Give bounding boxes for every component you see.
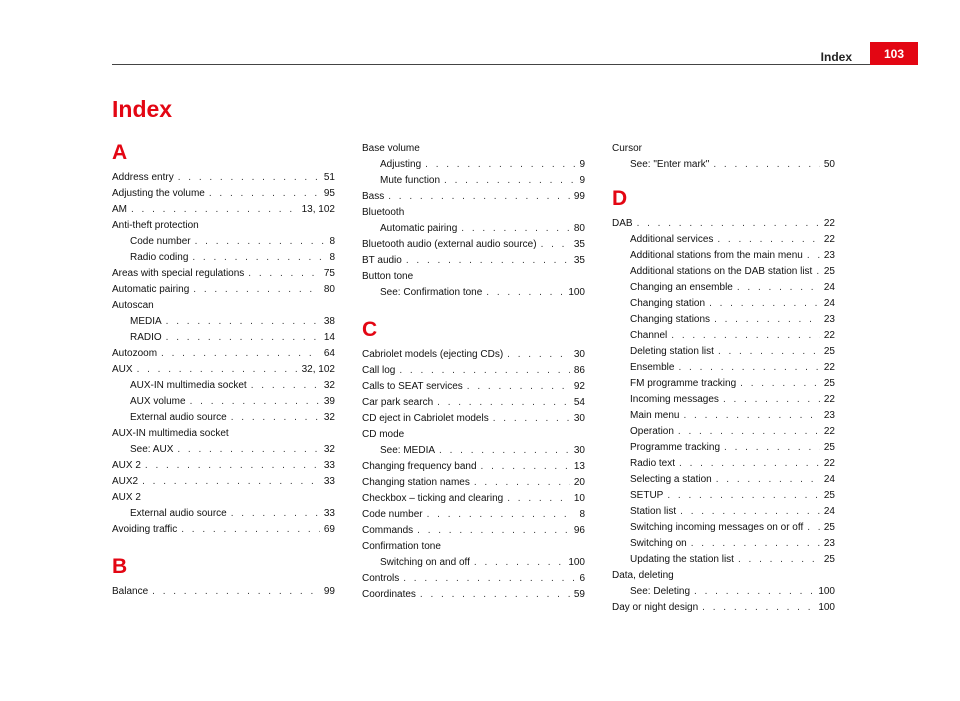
index-subentry[interactable] bbox=[612, 536, 835, 552]
entry-page-ref[interactable]: 22 bbox=[823, 362, 835, 373]
entry-term: Automatic pairing bbox=[112, 284, 190, 295]
dot-leader bbox=[714, 312, 820, 328]
entry-term: Controls bbox=[362, 573, 400, 584]
entry-term: Call log bbox=[362, 365, 396, 376]
entry-page-ref[interactable]: 23 bbox=[823, 538, 835, 549]
entry-page-ref[interactable]: 54 bbox=[573, 397, 585, 408]
index-entry[interactable] bbox=[362, 189, 585, 205]
entry-page-ref[interactable]: 50 bbox=[823, 159, 835, 170]
entry-term: Anti-theft protection bbox=[112, 220, 199, 231]
entry-page-ref[interactable]: 25 bbox=[823, 522, 835, 533]
dot-leader bbox=[427, 507, 576, 523]
entry-page-ref[interactable]: 33 bbox=[323, 460, 335, 471]
entry-term: Radio coding bbox=[130, 252, 189, 263]
index-entry[interactable] bbox=[362, 395, 585, 411]
entry-term: AUX 2 bbox=[112, 460, 141, 471]
dot-leader bbox=[181, 522, 320, 538]
index-subentry[interactable] bbox=[612, 440, 835, 456]
entry-page-ref[interactable]: 22 bbox=[823, 234, 835, 245]
index-entry[interactable] bbox=[112, 490, 335, 506]
entry-term: Updating the station list bbox=[630, 554, 734, 565]
header-rule bbox=[112, 64, 918, 65]
index-subentry[interactable] bbox=[112, 378, 335, 394]
index-letter-heading: B bbox=[112, 555, 128, 578]
index-entry[interactable] bbox=[362, 507, 585, 523]
index-subentry[interactable] bbox=[612, 344, 835, 360]
entry-term: Changing station bbox=[630, 298, 706, 309]
entry-page-ref[interactable]: 9 bbox=[579, 159, 585, 170]
entry-page-ref[interactable]: 30 bbox=[573, 413, 585, 424]
dot-leader bbox=[680, 504, 820, 520]
index-subentry[interactable] bbox=[362, 221, 585, 237]
index-entry[interactable] bbox=[612, 216, 835, 232]
index-subentry[interactable] bbox=[612, 280, 835, 296]
entry-term: Changing stations bbox=[630, 314, 711, 325]
entry-term: Autoscan bbox=[112, 300, 154, 311]
index-column-4 bbox=[612, 186, 835, 616]
entry-term: Additional stations from the main menu bbox=[630, 250, 803, 261]
index-entry[interactable] bbox=[362, 539, 585, 555]
index-entry[interactable] bbox=[362, 411, 585, 427]
entry-term: Adjusting the volume bbox=[112, 188, 205, 199]
dot-leader bbox=[161, 346, 320, 362]
dot-leader bbox=[713, 157, 820, 173]
dot-leader bbox=[481, 459, 570, 475]
entry-term: Checkbox – ticking and clearing bbox=[362, 493, 504, 504]
dot-leader bbox=[738, 552, 820, 568]
entry-term: Avoiding traffic bbox=[112, 524, 178, 535]
entry-term: CD mode bbox=[362, 429, 405, 440]
entry-page-ref[interactable]: 96 bbox=[573, 525, 585, 536]
entry-page-ref[interactable]: 35 bbox=[573, 255, 585, 266]
index-subentry[interactable] bbox=[612, 376, 835, 392]
entry-term: MEDIA bbox=[130, 316, 162, 327]
entry-term: Programme tracking bbox=[630, 442, 721, 453]
entry-page-ref[interactable]: 23 bbox=[823, 314, 835, 325]
entry-page-ref[interactable]: 13, 102 bbox=[301, 204, 335, 215]
entry-page-ref[interactable]: 8 bbox=[329, 252, 335, 263]
index-subentry[interactable] bbox=[612, 472, 835, 488]
dot-leader bbox=[131, 202, 298, 218]
dot-leader bbox=[439, 443, 570, 459]
entry-term: Car park search bbox=[362, 397, 434, 408]
entry-page-ref[interactable]: 32 bbox=[323, 380, 335, 391]
dot-leader bbox=[474, 475, 570, 491]
entry-page-ref[interactable]: 100 bbox=[568, 557, 585, 568]
entry-term: SETUP bbox=[630, 490, 664, 501]
index-subentry[interactable] bbox=[612, 157, 835, 173]
index-entry[interactable] bbox=[112, 362, 335, 378]
index-subentry[interactable] bbox=[612, 424, 835, 440]
entry-page-ref[interactable]: 64 bbox=[323, 348, 335, 359]
entry-page-ref[interactable]: 24 bbox=[823, 474, 835, 485]
index-letter-heading: D bbox=[612, 187, 628, 210]
index-column-3 bbox=[612, 141, 835, 173]
page-title: Index bbox=[112, 96, 173, 122]
index-subentry[interactable] bbox=[112, 314, 335, 330]
index-subentry[interactable] bbox=[112, 394, 335, 410]
index-column-2 bbox=[362, 141, 585, 603]
index-subentry[interactable] bbox=[112, 250, 335, 266]
index-entry[interactable] bbox=[112, 282, 335, 298]
entry-page-ref[interactable]: 32 bbox=[323, 444, 335, 455]
index-entry[interactable] bbox=[362, 141, 585, 157]
index-subentry[interactable] bbox=[612, 408, 835, 424]
index-entry[interactable] bbox=[112, 584, 335, 600]
entry-term: Calls to SEAT services bbox=[362, 381, 463, 392]
entry-page-ref[interactable]: 25 bbox=[823, 266, 835, 277]
index-entry[interactable] bbox=[362, 571, 585, 587]
entry-page-ref[interactable]: 33 bbox=[323, 508, 335, 519]
dot-leader bbox=[403, 571, 575, 587]
entry-term: Automatic pairing bbox=[380, 223, 458, 234]
index-entry[interactable] bbox=[112, 474, 335, 490]
index-subentry[interactable] bbox=[362, 555, 585, 571]
entry-term: See: "Enter mark" bbox=[630, 159, 710, 170]
dot-leader bbox=[177, 442, 320, 458]
entry-page-ref[interactable]: 80 bbox=[573, 223, 585, 234]
index-entry[interactable] bbox=[112, 186, 335, 202]
entry-page-ref[interactable]: 24 bbox=[823, 506, 835, 517]
index-entry[interactable] bbox=[612, 141, 835, 157]
index-entry[interactable] bbox=[362, 237, 585, 253]
entry-page-ref[interactable]: 8 bbox=[579, 509, 585, 520]
entry-page-ref[interactable]: 86 bbox=[573, 365, 585, 376]
entry-term: Code number bbox=[362, 509, 423, 520]
index-subentry[interactable] bbox=[112, 442, 335, 458]
entry-term: Button tone bbox=[362, 271, 414, 282]
index-entry[interactable] bbox=[362, 269, 585, 285]
dot-leader bbox=[166, 330, 320, 346]
dot-leader bbox=[145, 458, 320, 474]
entry-term: Cabriolet models (ejecting CDs) bbox=[362, 349, 504, 360]
dot-leader bbox=[192, 250, 325, 266]
entry-term: AUX-IN multimedia socket bbox=[112, 428, 229, 439]
entry-term: Changing station names bbox=[362, 477, 470, 488]
dot-leader bbox=[807, 520, 820, 536]
entry-term: Channel bbox=[630, 330, 668, 341]
index-subentry[interactable] bbox=[112, 234, 335, 250]
entry-term: BT audio bbox=[362, 255, 402, 266]
entry-term: Data, deleting bbox=[612, 570, 674, 581]
index-entry[interactable] bbox=[362, 475, 585, 491]
dot-leader bbox=[507, 347, 570, 363]
index-subentry[interactable] bbox=[612, 360, 835, 376]
index-subentry[interactable] bbox=[612, 296, 835, 312]
entry-term: AUX bbox=[112, 364, 133, 375]
index-subentry[interactable] bbox=[112, 410, 335, 426]
dot-leader bbox=[541, 237, 570, 253]
dot-leader bbox=[178, 170, 320, 186]
dot-leader bbox=[251, 378, 320, 394]
index-entry[interactable] bbox=[112, 346, 335, 362]
entry-term: Switching on bbox=[630, 538, 687, 549]
entry-term: Additional stations on the DAB station list bbox=[630, 266, 813, 277]
entry-page-ref[interactable]: 20 bbox=[573, 477, 585, 488]
index-entry[interactable] bbox=[112, 522, 335, 538]
index-entry[interactable] bbox=[362, 363, 585, 379]
entry-page-ref[interactable]: 92 bbox=[573, 381, 585, 392]
entry-term: Base volume bbox=[362, 143, 420, 154]
index-entry[interactable] bbox=[362, 459, 585, 475]
dot-leader bbox=[694, 584, 814, 600]
entry-term: CD eject in Cabriolet models bbox=[362, 413, 489, 424]
index-entry[interactable] bbox=[362, 379, 585, 395]
dot-leader bbox=[702, 600, 814, 616]
entry-term: DAB bbox=[612, 218, 633, 229]
index-subentry[interactable] bbox=[362, 173, 585, 189]
entry-page-ref[interactable]: 75 bbox=[323, 268, 335, 279]
index-letter-heading: C bbox=[362, 318, 378, 341]
entry-term: RADIO bbox=[130, 332, 162, 343]
index-entry[interactable] bbox=[362, 523, 585, 539]
entry-term: Adjusting bbox=[380, 159, 422, 170]
index-subentry[interactable] bbox=[612, 312, 835, 328]
entry-term: Incoming messages bbox=[630, 394, 719, 405]
entry-term: External audio source bbox=[130, 412, 227, 423]
index-subentry[interactable] bbox=[612, 264, 835, 280]
index-subentry[interactable] bbox=[362, 443, 585, 459]
entry-page-ref[interactable]: 10 bbox=[573, 493, 585, 504]
index-subentry[interactable] bbox=[612, 392, 835, 408]
index-entry[interactable] bbox=[112, 426, 335, 442]
dot-leader bbox=[406, 253, 570, 269]
entry-page-ref[interactable]: 30 bbox=[573, 445, 585, 456]
entry-page-ref[interactable]: 25 bbox=[823, 346, 835, 357]
dot-leader bbox=[678, 360, 819, 376]
index-entry[interactable] bbox=[362, 587, 585, 603]
dot-leader bbox=[679, 456, 820, 472]
index-entry[interactable] bbox=[612, 568, 835, 584]
entry-page-ref[interactable]: 99 bbox=[573, 191, 585, 202]
dot-leader bbox=[716, 472, 820, 488]
entry-term: Address entry bbox=[112, 172, 174, 183]
entry-term: FM programme tracking bbox=[630, 378, 737, 389]
entry-term: Areas with special regulations bbox=[112, 268, 245, 279]
entry-page-ref[interactable]: 6 bbox=[579, 573, 585, 584]
entry-term: Code number bbox=[130, 236, 191, 247]
dot-leader bbox=[467, 379, 570, 395]
entry-term: Ensemble bbox=[630, 362, 675, 373]
entry-page-ref[interactable]: 32 bbox=[323, 412, 335, 423]
dot-leader bbox=[142, 474, 320, 490]
index-subentry[interactable] bbox=[612, 584, 835, 600]
entry-term: Changing an ensemble bbox=[630, 282, 733, 293]
dot-leader bbox=[486, 285, 564, 301]
entry-page-ref[interactable]: 8 bbox=[329, 236, 335, 247]
dot-leader bbox=[388, 189, 570, 205]
entry-term: Bluetooth bbox=[362, 207, 405, 218]
entry-page-ref[interactable]: 100 bbox=[818, 602, 835, 613]
entry-page-ref[interactable]: 99 bbox=[323, 586, 335, 597]
entry-page-ref[interactable]: 23 bbox=[823, 410, 835, 421]
index-subentry[interactable] bbox=[112, 330, 335, 346]
entry-page-ref[interactable]: 35 bbox=[573, 239, 585, 250]
entry-page-ref[interactable]: 24 bbox=[823, 298, 835, 309]
dot-leader bbox=[461, 221, 570, 237]
entry-term: Commands bbox=[362, 525, 414, 536]
entry-term: See: Deleting bbox=[630, 586, 691, 597]
entry-term: Mute function bbox=[380, 175, 441, 186]
dot-leader bbox=[474, 555, 564, 571]
index-entry[interactable] bbox=[362, 347, 585, 363]
entry-page-ref[interactable]: 32, 102 bbox=[301, 364, 335, 375]
dot-leader bbox=[152, 584, 320, 600]
entry-page-ref[interactable]: 13 bbox=[573, 461, 585, 472]
entry-term: Changing frequency band bbox=[362, 461, 477, 472]
entry-term: External audio source bbox=[130, 508, 227, 519]
dot-leader bbox=[195, 234, 326, 250]
entry-term: Bluetooth audio (external audio source) bbox=[362, 239, 537, 250]
entry-term: Day or night design bbox=[612, 602, 699, 613]
entry-page-ref[interactable]: 30 bbox=[573, 349, 585, 360]
entry-page-ref[interactable]: 100 bbox=[818, 586, 835, 597]
entry-page-ref[interactable]: 22 bbox=[823, 458, 835, 469]
page-number-badge: 103 bbox=[870, 42, 918, 65]
entry-term: Cursor bbox=[612, 143, 643, 154]
index-subentry[interactable] bbox=[612, 328, 835, 344]
dot-leader bbox=[807, 248, 820, 264]
dot-leader bbox=[420, 587, 570, 603]
dot-leader bbox=[718, 344, 820, 360]
dot-leader bbox=[717, 232, 820, 248]
dot-leader bbox=[737, 280, 820, 296]
entry-page-ref[interactable]: 33 bbox=[323, 476, 335, 487]
dot-leader bbox=[399, 363, 570, 379]
entry-term: See: AUX bbox=[130, 444, 174, 455]
index-entry[interactable] bbox=[112, 218, 335, 234]
dot-leader bbox=[193, 282, 320, 298]
entry-page-ref[interactable]: 59 bbox=[573, 589, 585, 600]
dot-leader bbox=[417, 523, 570, 539]
index-column-1 bbox=[112, 140, 335, 600]
dot-leader bbox=[190, 394, 320, 410]
entry-term: Switching on and off bbox=[380, 557, 470, 568]
dot-leader bbox=[425, 157, 575, 173]
index-subentry[interactable] bbox=[612, 520, 835, 536]
dot-leader bbox=[671, 328, 820, 344]
entry-term: AUX2 bbox=[112, 476, 139, 487]
dot-leader bbox=[209, 186, 320, 202]
entry-page-ref[interactable]: 22 bbox=[823, 394, 835, 405]
index-entry[interactable] bbox=[362, 427, 585, 443]
entry-term: AUX-IN multimedia socket bbox=[130, 380, 247, 391]
index-letter-heading: A bbox=[112, 141, 128, 164]
entry-term: AUX volume bbox=[130, 396, 186, 407]
index-entry[interactable] bbox=[362, 491, 585, 507]
entry-page-ref[interactable]: 39 bbox=[323, 396, 335, 407]
dot-leader bbox=[248, 266, 320, 282]
index-subentry[interactable] bbox=[612, 552, 835, 568]
entry-term: Additional services bbox=[630, 234, 714, 245]
entry-page-ref[interactable]: 22 bbox=[823, 330, 835, 341]
dot-leader bbox=[137, 362, 298, 378]
entry-page-ref[interactable]: 22 bbox=[823, 426, 835, 437]
dot-leader bbox=[437, 395, 570, 411]
entry-page-ref[interactable]: 51 bbox=[323, 172, 335, 183]
index-entry[interactable] bbox=[612, 600, 835, 616]
entry-page-ref[interactable]: 38 bbox=[323, 316, 335, 327]
entry-term: Selecting a station bbox=[630, 474, 712, 485]
index-entry[interactable] bbox=[112, 298, 335, 314]
index-entry[interactable] bbox=[112, 458, 335, 474]
dot-leader bbox=[231, 410, 320, 426]
dot-leader bbox=[816, 264, 820, 280]
entry-page-ref[interactable]: 22 bbox=[823, 218, 835, 229]
dot-leader bbox=[740, 376, 820, 392]
dot-leader bbox=[678, 424, 820, 440]
entry-term: Autozoom bbox=[112, 348, 158, 359]
entry-term: Radio text bbox=[630, 458, 676, 469]
index-subentry[interactable] bbox=[612, 504, 835, 520]
entry-page-ref[interactable]: 69 bbox=[323, 524, 335, 535]
entry-term: Main menu bbox=[630, 410, 680, 421]
index-entry[interactable] bbox=[362, 205, 585, 221]
entry-term: Bass bbox=[362, 191, 385, 202]
dot-leader bbox=[637, 216, 820, 232]
entry-term: See: Confirmation tone bbox=[380, 287, 483, 298]
index-entry[interactable] bbox=[112, 202, 335, 218]
entry-page-ref[interactable]: 9 bbox=[579, 175, 585, 186]
index-subentry[interactable] bbox=[612, 488, 835, 504]
entry-term: Balance bbox=[112, 586, 149, 597]
entry-term: Operation bbox=[630, 426, 674, 437]
dot-leader bbox=[444, 173, 575, 189]
entry-page-ref[interactable]: 25 bbox=[823, 378, 835, 389]
dot-leader bbox=[507, 491, 570, 507]
running-header: Index bbox=[820, 50, 852, 64]
entry-page-ref[interactable]: 25 bbox=[823, 442, 835, 453]
dot-leader bbox=[231, 506, 320, 522]
entry-term: AM bbox=[112, 204, 127, 215]
index-subentry[interactable] bbox=[612, 248, 835, 264]
entry-page-ref[interactable]: 95 bbox=[323, 188, 335, 199]
entry-term: Station list bbox=[630, 506, 677, 517]
entry-term: See: MEDIA bbox=[380, 445, 436, 456]
entry-page-ref[interactable]: 25 bbox=[823, 490, 835, 501]
entry-page-ref[interactable]: 24 bbox=[823, 282, 835, 293]
dot-leader bbox=[691, 536, 820, 552]
index-entry[interactable] bbox=[362, 253, 585, 269]
dot-leader bbox=[493, 411, 570, 427]
dot-leader bbox=[667, 488, 820, 504]
entry-page-ref[interactable]: 14 bbox=[323, 332, 335, 343]
entry-page-ref[interactable]: 100 bbox=[568, 287, 585, 298]
entry-term: Confirmation tone bbox=[362, 541, 441, 552]
dot-leader bbox=[166, 314, 320, 330]
dot-leader bbox=[683, 408, 819, 424]
index-subentry[interactable] bbox=[612, 232, 835, 248]
entry-page-ref[interactable]: 80 bbox=[323, 284, 335, 295]
entry-term: Deleting station list bbox=[630, 346, 714, 357]
index-entry[interactable] bbox=[112, 170, 335, 186]
index-subentry[interactable] bbox=[362, 157, 585, 173]
index-entry[interactable] bbox=[112, 266, 335, 282]
entry-term: AUX 2 bbox=[112, 492, 141, 503]
dot-leader bbox=[723, 392, 820, 408]
entry-page-ref[interactable]: 23 bbox=[823, 250, 835, 261]
dot-leader bbox=[709, 296, 820, 312]
entry-term: Coordinates bbox=[362, 589, 416, 600]
entry-page-ref[interactable]: 25 bbox=[823, 554, 835, 565]
dot-leader bbox=[724, 440, 820, 456]
index-subentry[interactable] bbox=[112, 506, 335, 522]
index-subentry[interactable] bbox=[362, 285, 585, 301]
entry-term: Switching incoming messages on or off bbox=[630, 522, 804, 533]
index-subentry[interactable] bbox=[612, 456, 835, 472]
